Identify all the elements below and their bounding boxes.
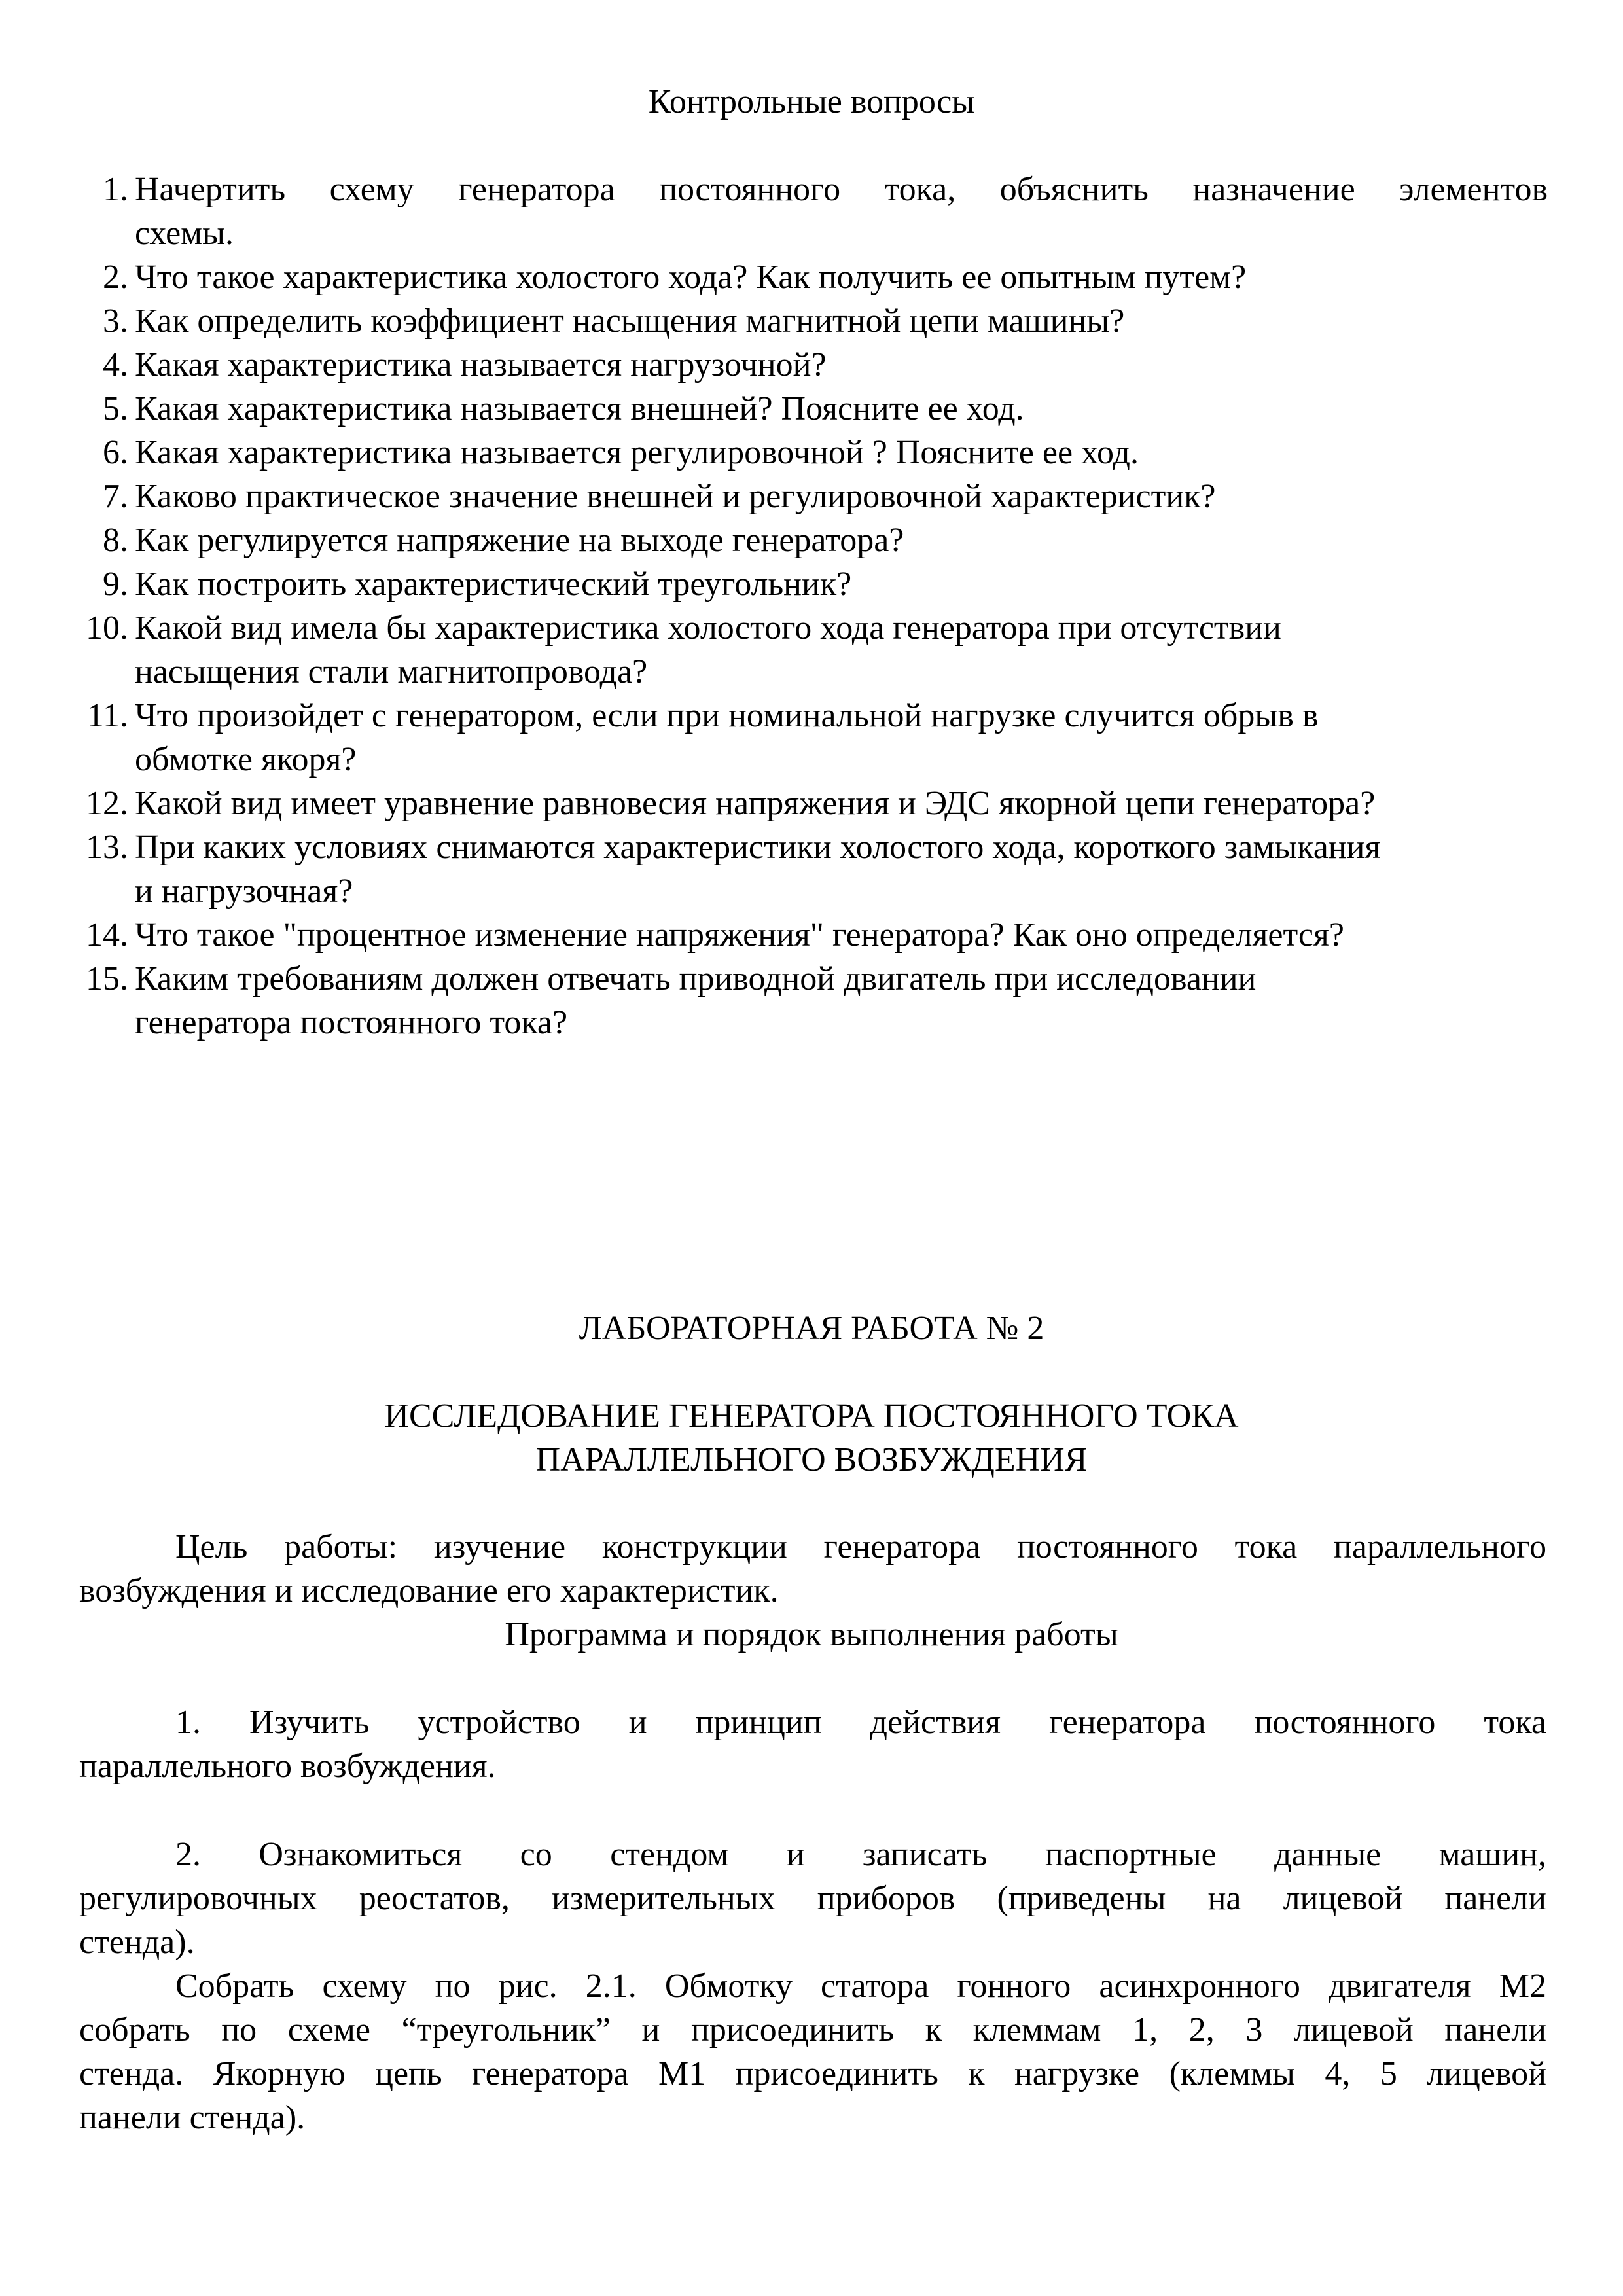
question-number: 12. [86, 785, 128, 822]
question-number: 14. [86, 916, 128, 954]
question-number: 1. [103, 171, 128, 208]
question-text-continuation: и нагрузочная? [135, 872, 353, 910]
question-text: Что такое "процентное изменение напряжения" генератора? Как оно определяется? [135, 916, 1344, 954]
question-item [0, 168, 1623, 255]
question-number: 15. [86, 960, 128, 997]
question-number: 9. [103, 565, 128, 603]
step-1-line-1: 1. Изучить устройство и принцип действия генератора постоянного тока [175, 1704, 1546, 1741]
control-questions-title: Контрольные вопросы [648, 83, 975, 120]
question-text: Как определить коэффициент насыщения магнитной цепи машины? [135, 302, 1125, 340]
question-text: Какая характеристика называется регулировочной ? Поясните ее ход. [135, 434, 1139, 471]
question-text-continuation: схемы. [135, 215, 234, 252]
question-text-continuation: генератора постоянного тока? [135, 1004, 568, 1041]
assembly-line-1: Собрать схему по рис. 2.1. Обмотку статора гонного асинхронного двигателя М2 [175, 1967, 1546, 2005]
question-item [0, 606, 1623, 694]
question-text: При каких условиях снимаются характеристики холостого хода, короткого замыкания [135, 829, 1381, 866]
question-number: 5. [103, 390, 128, 427]
step-1-line-2: параллельного возбуждения. [79, 1748, 496, 1785]
assembly-line-4: панели стенда). [79, 2099, 306, 2136]
assembly-line-2: собрать по схеме “треугольник” и присоединить к клеммам 1, 2, 3 лицевой панели [79, 2011, 1546, 2049]
question-text: Какая характеристика называется нагрузочной? [135, 346, 827, 384]
question-number: 4. [103, 346, 128, 384]
question-text-continuation: насыщения стали магнитопровода? [135, 653, 648, 691]
question-text: Как регулируется напряжение на выходе генератора? [135, 522, 904, 559]
lab-title-line-1: ИССЛЕДОВАНИЕ ГЕНЕРАТОРА ПОСТОЯННОГО ТОКА [384, 1397, 1239, 1435]
question-number: 7. [103, 478, 128, 515]
question-text: Каково практическое значение внешней и регулировочной характеристик? [135, 478, 1216, 515]
question-text: Какая характеристика называется внешней? Поясните ее ход. [135, 390, 1024, 427]
question-item [0, 694, 1623, 781]
lab-number-title: ЛАБОРАТОРНАЯ РАБОТА № 2 [579, 1310, 1044, 1347]
goal-line-1: Цель работы: изучение конструкции генератора постоянного тока параллельного [175, 1528, 1546, 1566]
question-text-continuation: обмотке якоря? [135, 741, 357, 778]
question-text: Что произойдет с генератором, если при номинальной нагрузке случится обрыв в [135, 697, 1319, 734]
question-text: Какой вид имеет уравнение равновесия напряжения и ЭДС якорной цепи генератора? [135, 785, 1376, 822]
question-item [0, 825, 1623, 913]
question-number: 10. [86, 609, 128, 647]
question-text: Что такое характеристика холостого хода? Как получить ее опытным путем? [135, 259, 1247, 296]
question-number: 11. [86, 697, 128, 734]
step-2-line-1: 2. Ознакомиться со стендом и записать паспортные данные машин, [175, 1836, 1546, 1873]
question-number: 3. [103, 302, 128, 340]
lab-title-line-2: ПАРАЛЛЕЛЬНОГО ВОЗБУЖДЕНИЯ [535, 1441, 1088, 1479]
question-number: 2. [103, 259, 128, 296]
question-item [0, 957, 1623, 1045]
question-text: Какой вид имела бы характеристика холостого хода генератора при отсутствии [135, 609, 1281, 647]
question-text: Начертить схему генератора постоянного тока, объяснить назначение элементов [135, 171, 1548, 208]
question-number: 6. [103, 434, 128, 471]
question-number: 8. [103, 522, 128, 559]
step-2-line-3: стенда). [79, 1924, 195, 1961]
question-text: Как построить характеристический треугольник? [135, 565, 852, 603]
goal-line-2: возбуждения и исследование его характеристик. [79, 1572, 779, 1609]
assembly-line-3: стенда. Якорную цепь генератора М1 присоединить к нагрузке (клеммы 4, 5 лицевой [79, 2055, 1546, 2092]
step-2-line-2: регулировочных реостатов, измерительных приборов (приведены на лицевой панели [79, 1880, 1546, 1917]
question-number: 13. [86, 829, 128, 866]
question-text: Каким требованиям должен отвечать приводной двигатель при исследовании [135, 960, 1257, 997]
program-heading: Программа и порядок выполнения работы [505, 1616, 1118, 1653]
